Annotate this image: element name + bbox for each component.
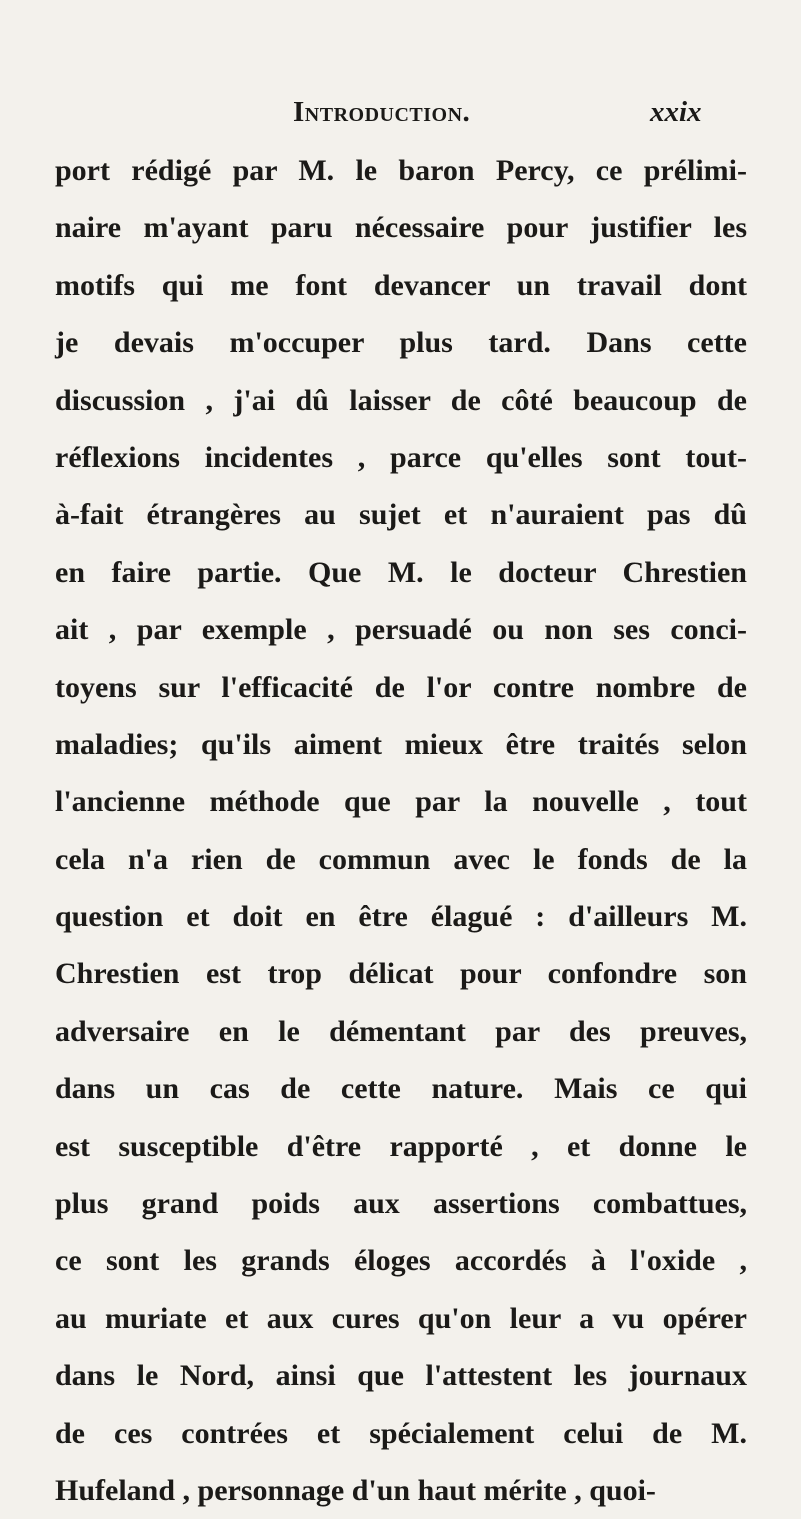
text-line: dans le Nord, ainsi que l'attestent les journaux	[55, 1359, 747, 1393]
text-line: dans un cas de cette nature. Mais ce qui	[55, 1072, 747, 1106]
text-line: au muriate et aux cures qu'on leur a vu opérer	[55, 1301, 747, 1335]
text-line: toyens sur l'efficacité de l'or contre nombre de	[55, 670, 747, 704]
body-text	[55, 142, 747, 1519]
text-line: je devais m'occuper plus tard. Dans cette	[55, 326, 747, 360]
text-line: maladies; qu'ils aiment mieux être traités selon	[55, 727, 747, 761]
text-line: Hufeland , personnage d'un haut mérite , quoi-	[55, 1473, 656, 1507]
text-line: Chrestien est trop délicat pour confondre son	[55, 957, 747, 991]
page-number: xxix	[650, 96, 702, 128]
text-line: motifs qui me font devancer un travail dont	[55, 268, 747, 302]
text-line: l'ancienne méthode que par la nouvelle , tout	[55, 785, 747, 819]
text-line: en faire partie. Que M. le docteur Chrestien	[55, 555, 747, 589]
text-line: cela n'a rien de commun avec le fonds de la	[55, 842, 747, 876]
text-line: à-fait étrangères au sujet et n'auraient pas dû	[55, 498, 747, 532]
text-line: ce sont les grands éloges accordés à l'oxide ,	[55, 1244, 747, 1278]
running-head: Introduction.	[293, 96, 471, 128]
text-line: plus grand poids aux assertions combattues,	[55, 1187, 747, 1221]
page-header	[0, 96, 801, 136]
text-line: ait , par exemple , persuadé ou non ses conci-	[55, 613, 747, 647]
text-line: naire m'ayant paru nécessaire pour justifier les	[55, 211, 747, 245]
text-line: adversaire en le démentant par des preuves,	[55, 1014, 747, 1048]
text-line: question et doit en être élagué : d'ailleurs M.	[55, 900, 747, 934]
text-line: est susceptible d'être rapporté , et donne le	[55, 1129, 747, 1163]
text-line: réflexions incidentes , parce qu'elles sont tout-	[55, 440, 747, 474]
text-line: port rédigé par M. le baron Percy, ce prélimi-	[55, 154, 747, 187]
text-line: de ces contrées et spécialement celui de M.	[55, 1416, 747, 1450]
text-line: discussion , j'ai dû laisser de côté beaucoup de	[55, 383, 747, 417]
